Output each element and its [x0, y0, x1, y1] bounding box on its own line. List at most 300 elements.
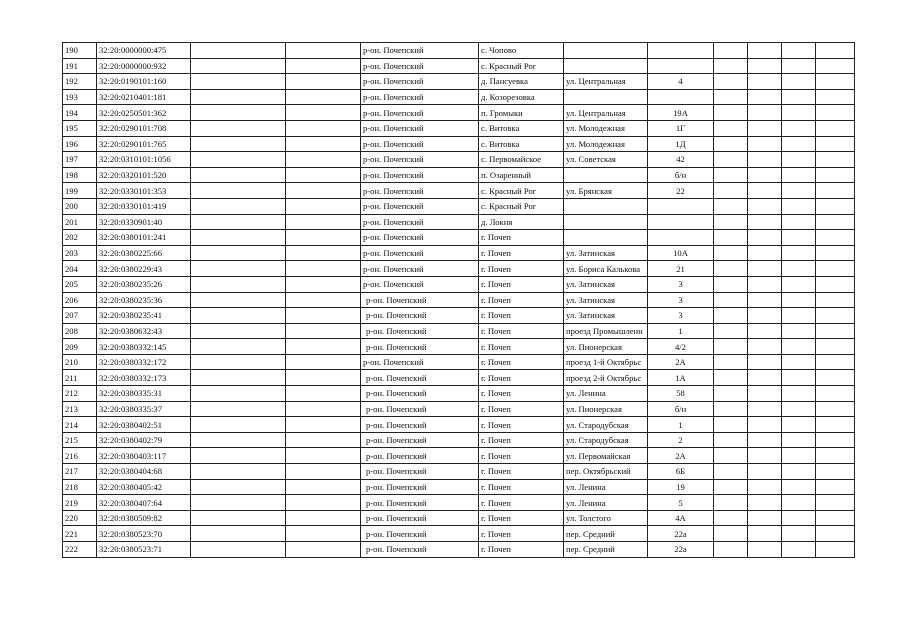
- locality-cell: г. Почеп: [479, 526, 564, 542]
- empty-cell: [748, 74, 782, 90]
- empty-cell: [816, 261, 855, 277]
- empty-cell: [748, 276, 782, 292]
- empty-cell: [191, 292, 286, 308]
- empty-cell: [286, 245, 361, 261]
- empty-cell: [748, 58, 782, 74]
- empty-cell: [782, 214, 816, 230]
- empty-cell: [714, 74, 748, 90]
- empty-cell: [816, 526, 855, 542]
- district-cell: р-он. Почепский: [361, 339, 479, 355]
- empty-cell: [748, 323, 782, 339]
- table-row: [63, 526, 855, 542]
- empty-cell: [816, 448, 855, 464]
- street-cell: ул. Советская: [564, 152, 648, 168]
- row-number: 201: [63, 214, 97, 230]
- locality-cell: г. Почеп: [479, 479, 564, 495]
- street-cell: ул. Затинская: [564, 308, 648, 324]
- empty-cell: [816, 339, 855, 355]
- empty-cell: [286, 339, 361, 355]
- table-row: [63, 198, 855, 214]
- empty-cell: [782, 448, 816, 464]
- empty-cell: [748, 464, 782, 480]
- house-cell: 1Д: [648, 136, 714, 152]
- empty-cell: [748, 386, 782, 402]
- district-cell: р-он. Почепский: [361, 510, 479, 526]
- cadastral-number: 32:20:0320101:520: [97, 167, 191, 183]
- empty-cell: [782, 339, 816, 355]
- table-row: [63, 245, 855, 261]
- street-cell: [564, 58, 648, 74]
- street-cell: ул. Стародубская: [564, 417, 648, 433]
- house-cell: 2: [648, 432, 714, 448]
- empty-cell: [748, 120, 782, 136]
- table-row: [63, 339, 855, 355]
- district-cell: р-он. Почепский: [361, 105, 479, 121]
- empty-cell: [714, 261, 748, 277]
- empty-cell: [816, 308, 855, 324]
- house-cell: [648, 198, 714, 214]
- empty-cell: [782, 276, 816, 292]
- empty-cell: [714, 432, 748, 448]
- empty-cell: [782, 401, 816, 417]
- cadastral-number: 32:20:0210401:181: [97, 89, 191, 105]
- empty-cell: [286, 120, 361, 136]
- empty-cell: [782, 526, 816, 542]
- house-cell: 5: [648, 495, 714, 511]
- empty-cell: [816, 167, 855, 183]
- empty-cell: [816, 245, 855, 261]
- house-cell: 22: [648, 183, 714, 199]
- empty-cell: [748, 183, 782, 199]
- locality-cell: д. Пансуевка: [479, 74, 564, 90]
- empty-cell: [286, 370, 361, 386]
- row-number: 202: [63, 230, 97, 246]
- district-cell: р-он. Почепский: [361, 417, 479, 433]
- row-number: 210: [63, 354, 97, 370]
- empty-cell: [748, 354, 782, 370]
- empty-cell: [816, 198, 855, 214]
- house-cell: 58: [648, 386, 714, 402]
- table-row: [63, 214, 855, 230]
- empty-cell: [816, 292, 855, 308]
- empty-cell: [714, 276, 748, 292]
- table-row: [63, 292, 855, 308]
- house-cell: [648, 43, 714, 59]
- cadastral-number: 32:20:0380335:31: [97, 386, 191, 402]
- cadastral-number: 32:20:0310101:1056: [97, 152, 191, 168]
- empty-cell: [816, 386, 855, 402]
- locality-cell: г. Почеп: [479, 464, 564, 480]
- empty-cell: [782, 89, 816, 105]
- empty-cell: [782, 261, 816, 277]
- empty-cell: [782, 74, 816, 90]
- empty-cell: [191, 105, 286, 121]
- empty-cell: [714, 479, 748, 495]
- cadastral-number: 32:20:0380332:145: [97, 339, 191, 355]
- empty-cell: [748, 542, 782, 558]
- empty-cell: [286, 323, 361, 339]
- empty-cell: [714, 89, 748, 105]
- house-cell: 21: [648, 261, 714, 277]
- empty-cell: [191, 152, 286, 168]
- empty-cell: [714, 120, 748, 136]
- empty-cell: [714, 401, 748, 417]
- row-number: 214: [63, 417, 97, 433]
- house-cell: [648, 214, 714, 230]
- empty-cell: [286, 136, 361, 152]
- street-cell: проезд 2-й Октябрьс: [564, 370, 648, 386]
- street-cell: ул. Центральная: [564, 74, 648, 90]
- district-cell: р-он. Почепский: [361, 136, 479, 152]
- district-cell: р-он. Почепский: [361, 495, 479, 511]
- street-cell: проезд Промышленн: [564, 323, 648, 339]
- empty-cell: [748, 401, 782, 417]
- empty-cell: [286, 479, 361, 495]
- empty-cell: [782, 370, 816, 386]
- locality-cell: г. Почеп: [479, 370, 564, 386]
- house-cell: 3: [648, 276, 714, 292]
- empty-cell: [286, 74, 361, 90]
- table-row: [63, 323, 855, 339]
- row-number: 203: [63, 245, 97, 261]
- row-number: 212: [63, 386, 97, 402]
- empty-cell: [714, 526, 748, 542]
- empty-cell: [714, 464, 748, 480]
- row-number: 190: [63, 43, 97, 59]
- row-number: 199: [63, 183, 97, 199]
- street-cell: [564, 198, 648, 214]
- house-cell: 42: [648, 152, 714, 168]
- street-cell: [564, 43, 648, 59]
- empty-cell: [286, 526, 361, 542]
- empty-cell: [191, 323, 286, 339]
- house-cell: 3: [648, 292, 714, 308]
- locality-cell: с. Красный Рог: [479, 183, 564, 199]
- empty-cell: [714, 230, 748, 246]
- empty-cell: [748, 526, 782, 542]
- street-cell: ул. Бориса Калькова: [564, 261, 648, 277]
- cadastral-number: 32:20:0380632:43: [97, 323, 191, 339]
- district-cell: р-он. Почепский: [361, 292, 479, 308]
- empty-cell: [286, 510, 361, 526]
- empty-cell: [782, 120, 816, 136]
- district-cell: р-он. Почепский: [361, 43, 479, 59]
- empty-cell: [748, 370, 782, 386]
- empty-cell: [286, 401, 361, 417]
- empty-cell: [816, 43, 855, 59]
- empty-cell: [782, 479, 816, 495]
- empty-cell: [191, 354, 286, 370]
- empty-cell: [714, 354, 748, 370]
- empty-cell: [748, 152, 782, 168]
- house-cell: [648, 58, 714, 74]
- district-cell: р-он. Почепский: [361, 448, 479, 464]
- row-number: 192: [63, 74, 97, 90]
- empty-cell: [191, 432, 286, 448]
- street-cell: ул. Стародубская: [564, 432, 648, 448]
- locality-cell: г. Почеп: [479, 245, 564, 261]
- row-number: 207: [63, 308, 97, 324]
- street-cell: [564, 89, 648, 105]
- locality-cell: с. Первомайское: [479, 152, 564, 168]
- empty-cell: [816, 432, 855, 448]
- cadastral-number: 32:20:0380402:51: [97, 417, 191, 433]
- empty-cell: [748, 510, 782, 526]
- locality-cell: п. Озаренный: [479, 167, 564, 183]
- table-row: [63, 308, 855, 324]
- empty-cell: [816, 479, 855, 495]
- cadastral-number: 32:20:0290101:765: [97, 136, 191, 152]
- locality-cell: с. Чопово: [479, 43, 564, 59]
- row-number: 204: [63, 261, 97, 277]
- empty-cell: [714, 308, 748, 324]
- empty-cell: [191, 401, 286, 417]
- row-number: 194: [63, 105, 97, 121]
- cadastral-number: 32:20:0330101:353: [97, 183, 191, 199]
- street-cell: ул. Затинская: [564, 276, 648, 292]
- street-cell: ул. Центральная: [564, 105, 648, 121]
- empty-cell: [748, 230, 782, 246]
- empty-cell: [782, 510, 816, 526]
- empty-cell: [816, 230, 855, 246]
- empty-cell: [748, 214, 782, 230]
- empty-cell: [286, 198, 361, 214]
- house-cell: 19А: [648, 105, 714, 121]
- street-cell: ул. Толстого: [564, 510, 648, 526]
- empty-cell: [816, 495, 855, 511]
- empty-cell: [286, 214, 361, 230]
- row-number: 221: [63, 526, 97, 542]
- street-cell: пер. Средний: [564, 526, 648, 542]
- cadastral-number: 32:20:0330101:419: [97, 198, 191, 214]
- empty-cell: [191, 245, 286, 261]
- table-row: [63, 417, 855, 433]
- cadastral-number: 32:20:0380225:66: [97, 245, 191, 261]
- empty-cell: [286, 448, 361, 464]
- cadastral-number: 32:20:0000000:475: [97, 43, 191, 59]
- locality-cell: г. Почеп: [479, 417, 564, 433]
- house-cell: 1: [648, 417, 714, 433]
- street-cell: пер. Октябрьский: [564, 464, 648, 480]
- house-cell: [648, 230, 714, 246]
- empty-cell: [286, 354, 361, 370]
- locality-cell: д. Козорезовка: [479, 89, 564, 105]
- district-cell: р-он. Почепский: [361, 386, 479, 402]
- house-cell: [648, 89, 714, 105]
- empty-cell: [748, 339, 782, 355]
- cadastral-number: 32:20:0250501:362: [97, 105, 191, 121]
- locality-cell: г. Почеп: [479, 339, 564, 355]
- empty-cell: [816, 152, 855, 168]
- district-cell: р-он. Почепский: [361, 464, 479, 480]
- locality-cell: г. Почеп: [479, 448, 564, 464]
- empty-cell: [286, 152, 361, 168]
- empty-cell: [816, 120, 855, 136]
- empty-cell: [748, 495, 782, 511]
- empty-cell: [286, 230, 361, 246]
- empty-cell: [191, 214, 286, 230]
- table-row: [63, 510, 855, 526]
- empty-cell: [286, 542, 361, 558]
- empty-cell: [191, 510, 286, 526]
- empty-cell: [782, 167, 816, 183]
- street-cell: ул. Ленина: [564, 386, 648, 402]
- empty-cell: [816, 370, 855, 386]
- locality-cell: г. Почеп: [479, 292, 564, 308]
- empty-cell: [714, 370, 748, 386]
- empty-cell: [191, 479, 286, 495]
- row-number: 191: [63, 58, 97, 74]
- empty-cell: [748, 136, 782, 152]
- street-cell: [564, 214, 648, 230]
- house-cell: 19: [648, 479, 714, 495]
- empty-cell: [816, 464, 855, 480]
- empty-cell: [191, 74, 286, 90]
- empty-cell: [191, 58, 286, 74]
- empty-cell: [286, 167, 361, 183]
- empty-cell: [782, 432, 816, 448]
- locality-cell: с. Красный Рог: [479, 58, 564, 74]
- empty-cell: [748, 479, 782, 495]
- table-row: [63, 542, 855, 558]
- table-row: [63, 448, 855, 464]
- street-cell: ул. Затинская: [564, 245, 648, 261]
- row-number: 218: [63, 479, 97, 495]
- empty-cell: [748, 292, 782, 308]
- empty-cell: [714, 245, 748, 261]
- cadastral-number: 32:20:0380235:26: [97, 276, 191, 292]
- row-number: 196: [63, 136, 97, 152]
- street-cell: ул. Затинская: [564, 292, 648, 308]
- house-cell: 1А: [648, 370, 714, 386]
- row-number: 219: [63, 495, 97, 511]
- empty-cell: [782, 105, 816, 121]
- empty-cell: [191, 276, 286, 292]
- empty-cell: [714, 167, 748, 183]
- table-row: [63, 354, 855, 370]
- empty-cell: [286, 276, 361, 292]
- district-cell: р-он. Почепский: [361, 198, 479, 214]
- row-number: 206: [63, 292, 97, 308]
- cadastral-number: 32:20:0380509:82: [97, 510, 191, 526]
- empty-cell: [782, 183, 816, 199]
- empty-cell: [191, 120, 286, 136]
- empty-cell: [191, 261, 286, 277]
- empty-cell: [748, 261, 782, 277]
- table-row: [63, 479, 855, 495]
- locality-cell: с. Красный Рог: [479, 198, 564, 214]
- table-row: [63, 276, 855, 292]
- district-cell: р-он. Почепский: [361, 432, 479, 448]
- empty-cell: [782, 495, 816, 511]
- district-cell: р-он. Почепский: [361, 167, 479, 183]
- empty-cell: [714, 417, 748, 433]
- house-cell: 6Б: [648, 464, 714, 480]
- district-cell: р-он. Почепский: [361, 370, 479, 386]
- table-row: [63, 43, 855, 59]
- empty-cell: [714, 105, 748, 121]
- empty-cell: [816, 89, 855, 105]
- empty-cell: [714, 58, 748, 74]
- row-number: 216: [63, 448, 97, 464]
- empty-cell: [782, 136, 816, 152]
- table-row: [63, 105, 855, 121]
- row-number: 198: [63, 167, 97, 183]
- house-cell: 3: [648, 308, 714, 324]
- empty-cell: [286, 464, 361, 480]
- empty-cell: [782, 245, 816, 261]
- house-cell: 10А: [648, 245, 714, 261]
- house-cell: 1Г: [648, 120, 714, 136]
- cadastral-number: 32:20:0380332:173: [97, 370, 191, 386]
- row-number: 209: [63, 339, 97, 355]
- empty-cell: [191, 183, 286, 199]
- district-cell: р-он. Почепский: [361, 58, 479, 74]
- street-cell: ул. Пионерская: [564, 401, 648, 417]
- empty-cell: [748, 43, 782, 59]
- district-cell: р-он. Почепский: [361, 323, 479, 339]
- row-number: 217: [63, 464, 97, 480]
- empty-cell: [816, 136, 855, 152]
- empty-cell: [816, 510, 855, 526]
- empty-cell: [714, 152, 748, 168]
- table-row: [63, 464, 855, 480]
- house-cell: 22а: [648, 526, 714, 542]
- house-cell: 2А: [648, 448, 714, 464]
- empty-cell: [714, 214, 748, 230]
- empty-cell: [816, 183, 855, 199]
- district-cell: р-он. Почепский: [361, 261, 479, 277]
- cadastral-number: 32:20:0190101:160: [97, 74, 191, 90]
- empty-cell: [748, 198, 782, 214]
- locality-cell: с. Витовка: [479, 136, 564, 152]
- empty-cell: [748, 432, 782, 448]
- cadastral-number: 32:20:0380404:68: [97, 464, 191, 480]
- cadastral-number: 32:20:0380229:43: [97, 261, 191, 277]
- cadastral-number: 32:20:0290101:708: [97, 120, 191, 136]
- empty-cell: [748, 89, 782, 105]
- street-cell: ул. Первомайская: [564, 448, 648, 464]
- district-cell: р-он. Почепский: [361, 120, 479, 136]
- street-cell: [564, 167, 648, 183]
- row-number: 197: [63, 152, 97, 168]
- empty-cell: [191, 308, 286, 324]
- empty-cell: [748, 167, 782, 183]
- locality-cell: г. Почеп: [479, 323, 564, 339]
- street-cell: ул. Молодежная: [564, 136, 648, 152]
- table-row: [63, 401, 855, 417]
- house-cell: б/н: [648, 167, 714, 183]
- district-cell: р-он. Почепский: [361, 401, 479, 417]
- empty-cell: [748, 448, 782, 464]
- district-cell: р-он. Почепский: [361, 308, 479, 324]
- house-cell: 22а: [648, 542, 714, 558]
- district-cell: р-он. Почепский: [361, 230, 479, 246]
- empty-cell: [191, 339, 286, 355]
- empty-cell: [816, 276, 855, 292]
- cadastral-number: 32:20:0380402:79: [97, 432, 191, 448]
- locality-cell: г. Почеп: [479, 432, 564, 448]
- empty-cell: [191, 89, 286, 105]
- locality-cell: г. Почеп: [479, 495, 564, 511]
- row-number: 220: [63, 510, 97, 526]
- empty-cell: [286, 58, 361, 74]
- empty-cell: [191, 43, 286, 59]
- cadastral-number: 32:20:0380403:117: [97, 448, 191, 464]
- locality-cell: г. Почеп: [479, 510, 564, 526]
- cadastral-number: 32:20:0380101:241: [97, 230, 191, 246]
- empty-cell: [714, 43, 748, 59]
